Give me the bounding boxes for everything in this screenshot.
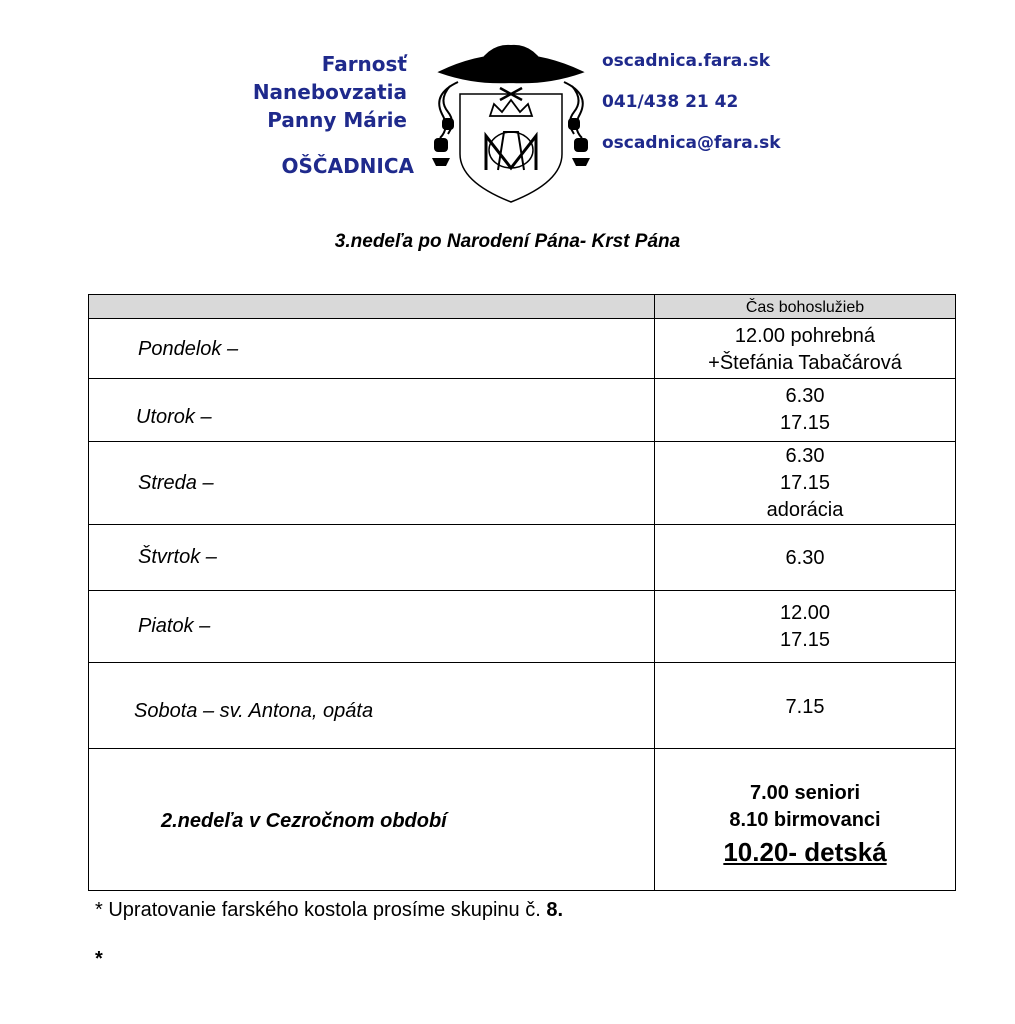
parish-name-line: Panny Márie <box>267 108 407 132</box>
cleaning-group-number: 8. <box>546 899 564 921</box>
row-divider <box>89 378 955 379</box>
parish-crest-icon <box>428 42 594 206</box>
phone-number: 041/438 21 42 <box>602 92 739 112</box>
service-time: 6.30 <box>785 385 825 407</box>
row-divider <box>89 662 955 663</box>
day-label: Streda – <box>138 472 214 494</box>
footnote-star: * <box>95 948 103 970</box>
service-times <box>655 443 955 524</box>
service-time: +Štefánia Tabačárová <box>708 352 902 374</box>
service-times <box>655 600 955 654</box>
page-title: 3.nedeľa po Narodení Pána- Krst Pána <box>334 231 681 252</box>
day-label: Pondelok – <box>138 338 239 360</box>
parish-name-line: Nanebovzatia <box>252 80 407 104</box>
day-label: Utorok – <box>136 406 212 428</box>
service-time: 6.30 <box>785 547 825 569</box>
table-header <box>89 295 955 319</box>
service-times <box>655 694 955 721</box>
email-link[interactable]: oscadnica@fara.sk <box>602 133 781 153</box>
service-time: 17.15 <box>779 472 831 494</box>
day-label: Štvrtok – <box>138 546 217 568</box>
schedule-table <box>88 294 956 891</box>
parish-name <box>200 50 407 134</box>
time-column-header: Čas bohoslužieb <box>745 299 865 316</box>
service-time: 7.15 <box>785 696 825 718</box>
service-times <box>655 323 955 377</box>
row-divider <box>89 441 955 442</box>
service-times <box>655 545 955 572</box>
sunday-label: 2.nedeľa v Cezročnom období <box>161 810 447 832</box>
row-divider <box>89 524 955 525</box>
parish-town: OŠČADNICA <box>281 154 414 178</box>
service-time: adorácia <box>766 499 844 521</box>
row-divider <box>89 748 955 749</box>
cleaning-note <box>95 899 563 922</box>
service-time: 7.00 seniori <box>749 782 861 804</box>
row-divider <box>89 590 955 591</box>
service-times <box>655 383 955 437</box>
service-time: 17.15 <box>779 629 831 651</box>
main-service-time: 10.20- detská <box>723 837 887 867</box>
sunday-service-times <box>655 780 955 870</box>
cleaning-note-text: * Upratovanie farského kostola prosíme skupinu č. <box>95 899 547 921</box>
service-time: 12.00 <box>779 602 831 624</box>
service-time: 12.00 pohrebná <box>734 325 876 347</box>
day-label: Piatok – <box>138 615 211 637</box>
website-link[interactable]: oscadnica.fara.sk <box>602 51 771 71</box>
parish-name-line: Farnosť <box>321 52 407 76</box>
service-time: 8.10 birmovanci <box>729 809 881 831</box>
day-label: Sobota – sv. Antona, opáta <box>134 700 374 722</box>
service-time: 17.15 <box>779 412 831 434</box>
service-time: 6.30 <box>785 445 825 467</box>
